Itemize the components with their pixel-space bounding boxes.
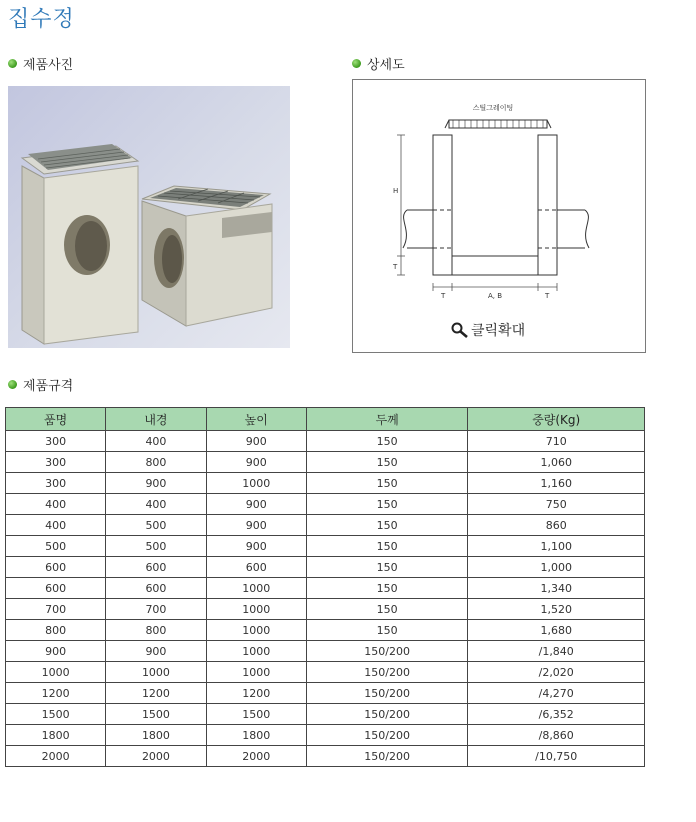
- table-cell: 800: [106, 452, 206, 473]
- section-header-detail: [352, 54, 405, 73]
- table-cell: 2000: [206, 746, 306, 767]
- table-cell: 600: [106, 578, 206, 599]
- table-cell: 150: [306, 431, 468, 452]
- table-cell: 150: [306, 473, 468, 494]
- table-row: [6, 641, 645, 662]
- table-cell: 1000: [206, 578, 306, 599]
- table-cell: 1000: [106, 662, 206, 683]
- table-cell: 600: [106, 557, 206, 578]
- table-cell: 1800: [6, 725, 106, 746]
- table-cell: 900: [106, 641, 206, 662]
- table-cell: 150/200: [306, 641, 468, 662]
- bullet-icon: [8, 59, 17, 68]
- table-cell: 150: [306, 515, 468, 536]
- table-cell: 750: [468, 494, 645, 515]
- table-cell: 1000: [206, 641, 306, 662]
- table-cell: 1500: [206, 704, 306, 725]
- page-title: 집수정: [8, 7, 75, 32]
- table-row: [6, 536, 645, 557]
- table-cell: 150/200: [306, 704, 468, 725]
- table-row: [6, 662, 645, 683]
- cross-section-diagram: [353, 80, 645, 310]
- table-cell: 900: [206, 515, 306, 536]
- section-label-photo: 제품사진: [23, 58, 74, 73]
- table-cell: 500: [106, 515, 206, 536]
- dimension-h-label: H: [393, 187, 399, 195]
- table-cell: 860: [468, 515, 645, 536]
- table-cell: 800: [106, 620, 206, 641]
- table-cell: 500: [6, 536, 106, 557]
- table-cell: /1,840: [468, 641, 645, 662]
- table-cell: 1000: [206, 599, 306, 620]
- table-cell: 300: [6, 452, 106, 473]
- table-cell: 900: [6, 641, 106, 662]
- table-cell: 150: [306, 557, 468, 578]
- table-cell: 300: [6, 431, 106, 452]
- table-cell: 900: [106, 473, 206, 494]
- table-cell: 1500: [6, 704, 106, 725]
- table-cell: 1800: [206, 725, 306, 746]
- table-row: [6, 473, 645, 494]
- table-row: [6, 704, 645, 725]
- table-cell: 1200: [206, 683, 306, 704]
- table-row: [6, 431, 645, 452]
- table-cell: 1,680: [468, 620, 645, 641]
- column-header: 중량(Kg): [468, 408, 645, 431]
- table-cell: 400: [6, 494, 106, 515]
- spec-table: [5, 407, 645, 767]
- table-header-row: [6, 408, 645, 431]
- table-cell: 150: [306, 620, 468, 641]
- table-cell: 150/200: [306, 725, 468, 746]
- table-cell: 1,060: [468, 452, 645, 473]
- dimension-t-label: T: [393, 263, 398, 271]
- dimension-t-right-label: T: [545, 292, 550, 300]
- table-cell: 150/200: [306, 683, 468, 704]
- table-cell: 1800: [106, 725, 206, 746]
- grating-label: 스틸그레이팅: [472, 104, 514, 112]
- table-row: [6, 620, 645, 641]
- table-cell: /10,750: [468, 746, 645, 767]
- table-row: [6, 515, 645, 536]
- table-cell: 700: [6, 599, 106, 620]
- table-cell: 1500: [106, 704, 206, 725]
- table-cell: 1000: [206, 620, 306, 641]
- table-cell: 900: [206, 536, 306, 557]
- table-cell: 150: [306, 494, 468, 515]
- table-cell: 1,520: [468, 599, 645, 620]
- table-cell: 710: [468, 431, 645, 452]
- table-cell: 500: [106, 536, 206, 557]
- dimension-t-left-label: T: [441, 292, 446, 300]
- table-cell: 150: [306, 536, 468, 557]
- table-cell: 1000: [206, 662, 306, 683]
- table-cell: 400: [106, 494, 206, 515]
- section-header-photo: [8, 54, 73, 73]
- table-cell: 1000: [206, 473, 306, 494]
- table-row: [6, 452, 645, 473]
- table-cell: 600: [6, 557, 106, 578]
- table-cell: 900: [206, 494, 306, 515]
- table-cell: 150: [306, 599, 468, 620]
- table-row: [6, 746, 645, 767]
- table-cell: 1000: [6, 662, 106, 683]
- table-row: [6, 578, 645, 599]
- table-cell: 400: [106, 431, 206, 452]
- bullet-icon: [8, 380, 17, 389]
- table-cell: 150/200: [306, 662, 468, 683]
- table-cell: 900: [206, 452, 306, 473]
- table-cell: /4,270: [468, 683, 645, 704]
- table-cell: 1,000: [468, 557, 645, 578]
- table-row: [6, 557, 645, 578]
- table-cell: /2,020: [468, 662, 645, 683]
- detail-drawing[interactable]: [352, 79, 646, 353]
- column-header: 품명: [6, 408, 106, 431]
- table-cell: 400: [6, 515, 106, 536]
- table-row: [6, 683, 645, 704]
- table-cell: 1200: [6, 683, 106, 704]
- magnifier-icon: [451, 322, 469, 338]
- column-header: 내경: [106, 408, 206, 431]
- section-label-spec: 제품규격: [23, 379, 74, 394]
- table-cell: 1,340: [468, 578, 645, 599]
- table-cell: 300: [6, 473, 106, 494]
- table-cell: 600: [6, 578, 106, 599]
- product-photo: [8, 86, 290, 348]
- section-label-detail: 상세도: [367, 58, 405, 73]
- table-cell: 150/200: [306, 746, 468, 767]
- dimension-ab-label: A, B: [487, 292, 503, 300]
- table-row: [6, 725, 645, 746]
- table-cell: 150: [306, 578, 468, 599]
- table-cell: 600: [206, 557, 306, 578]
- table-cell: 900: [206, 431, 306, 452]
- zoom-button[interactable]: [451, 320, 525, 340]
- zoom-label: 클릭확대: [471, 323, 526, 339]
- table-cell: 1,100: [468, 536, 645, 557]
- table-cell: /6,352: [468, 704, 645, 725]
- catch-basin-photo-illustration: [8, 86, 290, 348]
- section-header-spec: [8, 375, 73, 394]
- column-header: 두께: [306, 408, 468, 431]
- table-cell: 700: [106, 599, 206, 620]
- table-cell: /8,860: [468, 725, 645, 746]
- column-header: 높이: [206, 408, 306, 431]
- table-cell: 800: [6, 620, 106, 641]
- table-cell: 1200: [106, 683, 206, 704]
- table-cell: 150: [306, 452, 468, 473]
- table-cell: 2000: [106, 746, 206, 767]
- table-row: [6, 599, 645, 620]
- bullet-icon: [352, 59, 361, 68]
- table-cell: 2000: [6, 746, 106, 767]
- table-cell: 1,160: [468, 473, 645, 494]
- table-row: [6, 494, 645, 515]
